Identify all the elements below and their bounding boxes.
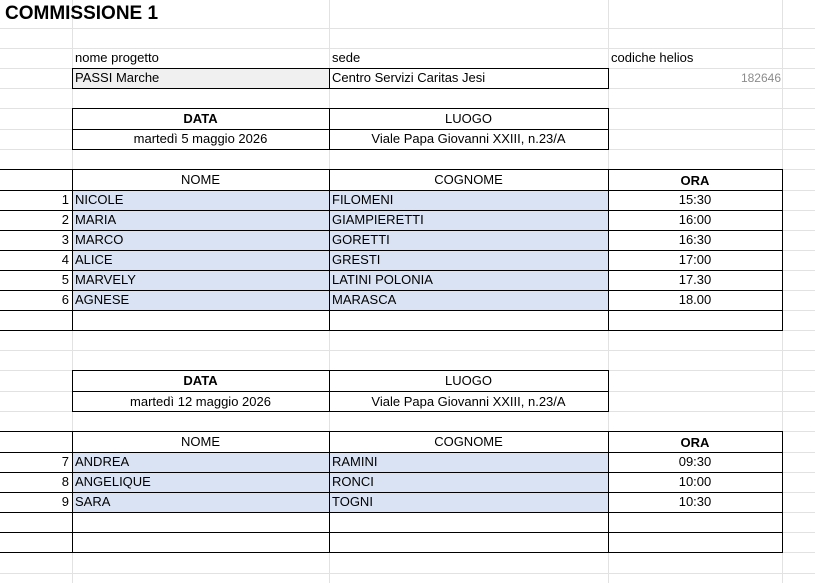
row-number[interactable]: 6 — [61, 292, 69, 307]
cell-border — [72, 370, 73, 412]
cell-ora[interactable]: 09:30 — [678, 454, 712, 469]
cell-cognome[interactable]: RONCI — [332, 474, 374, 489]
cell-border — [72, 108, 609, 109]
sheet-title[interactable]: COMMISSIONE 1 — [5, 3, 159, 24]
cell-ora[interactable]: 17:00 — [678, 252, 712, 267]
session-date[interactable]: martedì 5 maggio 2026 — [133, 131, 268, 146]
cell-border — [72, 68, 73, 89]
row-number[interactable]: 1 — [61, 192, 69, 207]
cell-border — [0, 190, 783, 191]
cell-border — [329, 108, 330, 150]
cell-cognome[interactable]: FILOMENI — [332, 192, 394, 207]
data-header[interactable]: DATA — [183, 111, 218, 126]
luogo-header[interactable]: LUOGO — [445, 111, 492, 126]
cell-ora[interactable]: 16:00 — [678, 212, 712, 227]
cell-border — [72, 68, 609, 69]
cell-border — [0, 330, 783, 331]
cell-border — [0, 431, 783, 432]
cell-nome[interactable]: ANGELIQUE — [75, 474, 151, 489]
cell-ora[interactable]: 16:30 — [678, 232, 712, 247]
cell-cognome[interactable]: GIAMPIERETTI — [332, 212, 424, 227]
cell-cognome[interactable]: MARASCA — [332, 292, 397, 307]
cell-border — [72, 431, 73, 553]
cell-ora[interactable]: 15:30 — [678, 192, 712, 207]
cell-cognome[interactable]: GORETTI — [332, 232, 390, 247]
cell-border — [0, 290, 783, 291]
cell-ora[interactable]: 10:30 — [678, 494, 712, 509]
cell-nome[interactable]: SARA — [75, 494, 111, 509]
session-place[interactable]: Viale Papa Giovanni XXIII, n.23/A — [371, 394, 566, 409]
cell-border — [329, 370, 330, 412]
cell-border — [0, 250, 783, 251]
cell-border — [72, 88, 609, 89]
cell-border — [0, 532, 783, 533]
project-name[interactable]: PASSI Marche — [75, 70, 160, 85]
cell-border — [329, 431, 330, 553]
gridline — [0, 28, 815, 29]
row-number[interactable]: 5 — [61, 272, 69, 287]
cell-border — [72, 411, 609, 412]
column-header-ora[interactable]: ORA — [680, 435, 710, 450]
luogo-header[interactable]: LUOGO — [445, 373, 492, 388]
cell-ora[interactable]: 17.30 — [678, 272, 712, 287]
session-date[interactable]: martedì 12 maggio 2026 — [130, 394, 271, 409]
gridline — [0, 573, 815, 574]
cell-border — [608, 68, 609, 89]
cell-border — [329, 169, 330, 331]
cell-border — [0, 169, 783, 170]
cell-border — [0, 310, 783, 311]
row-number[interactable]: 9 — [61, 494, 69, 509]
row-number[interactable]: 4 — [61, 252, 69, 267]
row-number[interactable]: 8 — [61, 474, 69, 489]
cell-nome[interactable]: NICOLE — [75, 192, 124, 207]
cell-border — [608, 431, 609, 553]
cell-ora[interactable]: 18.00 — [678, 292, 712, 307]
cell-border — [72, 370, 609, 371]
project-sede[interactable]: Centro Servizi Caritas Jesi — [332, 70, 486, 85]
cell-border — [72, 169, 73, 331]
row-number[interactable]: 3 — [61, 232, 69, 247]
cell-nome[interactable]: MARIA — [75, 212, 117, 227]
cell-border — [72, 129, 609, 130]
cell-border — [608, 370, 609, 412]
column-header-cognome[interactable]: COGNOME — [434, 434, 503, 449]
cell-border — [329, 68, 330, 89]
cell-nome[interactable]: AGNESE — [75, 292, 130, 307]
cell-border — [0, 472, 783, 473]
column-header-nome[interactable]: NOME — [181, 434, 220, 449]
cell-border — [0, 492, 783, 493]
project-code[interactable]: 182646 — [740, 71, 781, 85]
cell-border — [72, 391, 609, 392]
cell-border — [0, 230, 783, 231]
cell-border — [782, 431, 783, 553]
cell-border — [782, 169, 783, 331]
cell-border — [0, 512, 783, 513]
cell-border — [0, 452, 783, 453]
cell-border — [0, 270, 783, 271]
label-sede[interactable]: sede — [332, 50, 361, 65]
cell-nome[interactable]: ANDREA — [75, 454, 130, 469]
cell-border — [608, 169, 609, 331]
cell-cognome[interactable]: TOGNI — [332, 494, 373, 509]
row-number[interactable]: 7 — [61, 454, 69, 469]
cell-nome[interactable]: MARVELY — [75, 272, 136, 287]
cell-nome[interactable]: ALICE — [75, 252, 113, 267]
cell-border — [72, 149, 609, 150]
cell-cognome[interactable]: RAMINI — [332, 454, 378, 469]
cell-cognome[interactable]: GRESTI — [332, 252, 381, 267]
cell-border — [0, 210, 783, 211]
column-header-nome[interactable]: NOME — [181, 172, 220, 187]
session-place[interactable]: Viale Papa Giovanni XXIII, n.23/A — [371, 131, 566, 146]
cell-ora[interactable]: 10:00 — [678, 474, 712, 489]
gridline — [0, 350, 815, 351]
cell-border — [0, 552, 783, 553]
label-nome-progetto[interactable]: nome progetto — [75, 50, 159, 65]
label-codice-helios[interactable]: codiche helios — [611, 50, 694, 65]
cell-border — [72, 108, 73, 150]
cell-nome[interactable]: MARCO — [75, 232, 124, 247]
column-header-cognome[interactable]: COGNOME — [434, 172, 503, 187]
cell-border — [608, 108, 609, 150]
row-number[interactable]: 2 — [61, 212, 69, 227]
column-header-ora[interactable]: ORA — [680, 173, 710, 188]
data-header[interactable]: DATA — [183, 373, 218, 388]
cell-cognome[interactable]: LATINI POLONIA — [332, 272, 433, 287]
